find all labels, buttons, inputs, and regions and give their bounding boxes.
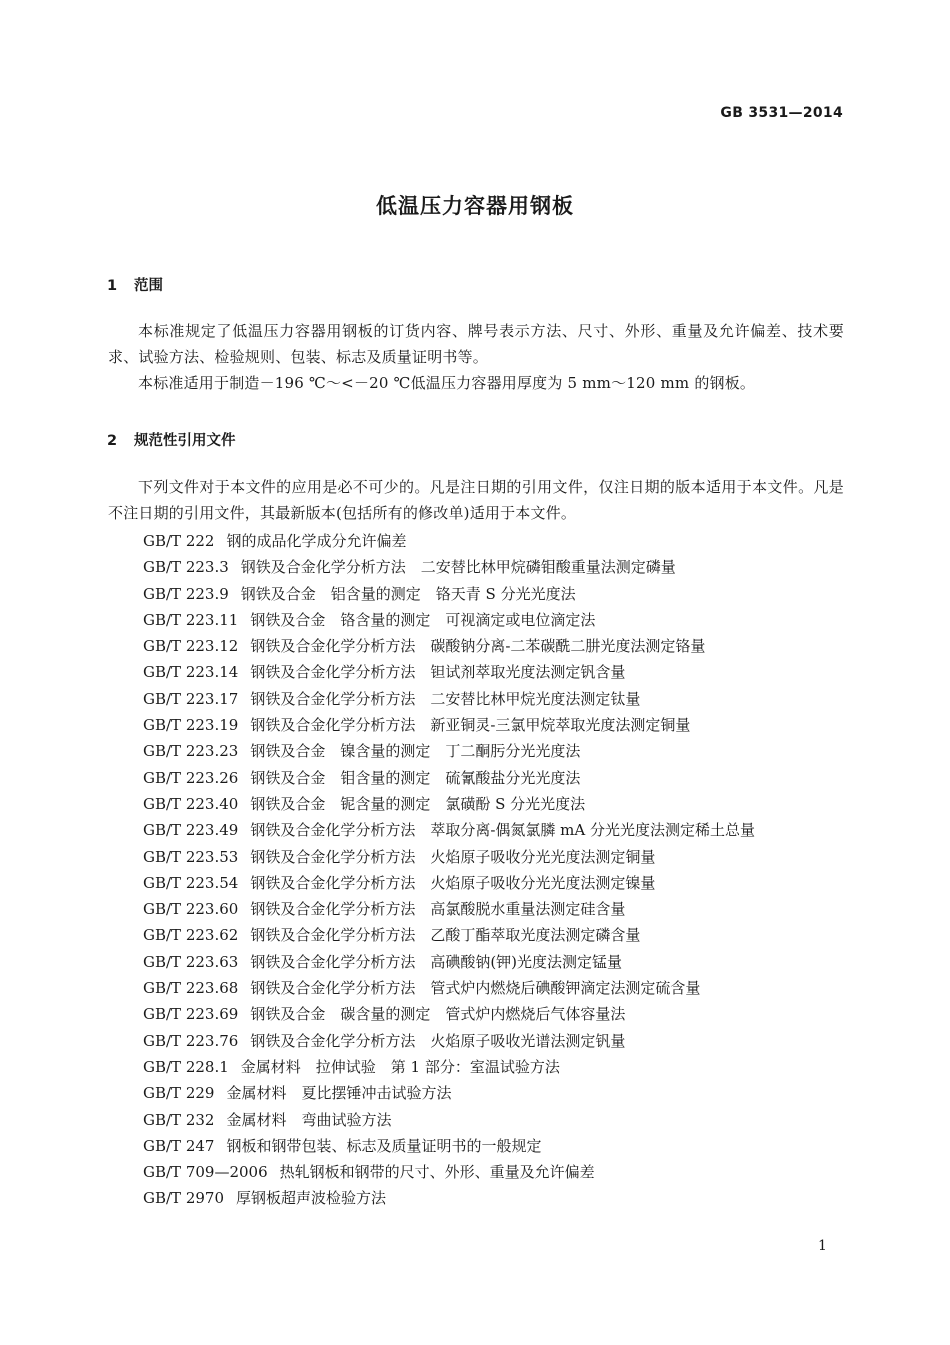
reference-item [143, 1001, 755, 1027]
reference-code: GB/T 2970 [143, 1189, 225, 1208]
reference-code: GB/T 223.9 [143, 584, 229, 603]
reference-item [143, 607, 755, 633]
reference-code: GB/T 223.17 [143, 689, 239, 708]
reference-code: GB/T 223.12 [143, 637, 239, 656]
reference-title: 钢铁及合金 镍含量的测定 丁二酮肟分光光度法 [250, 742, 581, 761]
section-heading-scope [107, 274, 163, 295]
reference-code: GB/T 223.11 [143, 610, 239, 629]
reference-title: 钢铁及合金化学分析方法 火焰原子吸收分光光度法测定镍量 [250, 873, 656, 892]
reference-code: GB/T 223.53 [143, 847, 239, 866]
reference-item [143, 949, 755, 975]
reference-code: GB/T 222 [143, 532, 215, 550]
reference-code: GB/T 223.69 [143, 1005, 239, 1024]
reference-code: GB/T 223.49 [143, 821, 239, 840]
reference-code: GB/T 228.1 [143, 1057, 229, 1076]
reference-title: 钢铁及合金 铬含量的测定 可视滴定或电位滴定法 [250, 610, 596, 629]
reference-item [143, 765, 755, 791]
reference-item [143, 738, 755, 764]
reference-title: 钢的成品化学成分允许偏差 [226, 532, 407, 550]
reference-title: 钢铁及合金化学分析方法 二安替比林甲烷磷钼酸重量法测定磷量 [240, 558, 676, 577]
reference-item [143, 1107, 755, 1133]
reference-title: 钢铁及合金化学分析方法 高氯酸脱水重量法测定硅含量 [250, 900, 626, 919]
page-number: 1 [818, 1238, 827, 1254]
reference-code: GB/T 709—2006 [143, 1163, 268, 1182]
reference-title: 钢铁及合金 铌含量的测定 氯磺酚 S 分光光度法 [250, 794, 586, 813]
reference-item [143, 1054, 755, 1080]
reference-code: GB/T 223.3 [143, 558, 229, 577]
reference-item [143, 870, 755, 896]
reference-code: GB/T 232 [143, 1110, 215, 1129]
reference-item [143, 1159, 755, 1185]
reference-code: GB/T 223.63 [143, 952, 239, 971]
reference-title: 钢铁及合金化学分析方法 高碘酸钠(钾)光度法测定锰量 [250, 952, 623, 971]
reference-item [143, 659, 755, 685]
reference-item [143, 633, 755, 659]
reference-title: 钢铁及合金化学分析方法 乙酸丁酯萃取光度法测定磷含量 [250, 926, 641, 945]
reference-title: 钢铁及合金化学分析方法 火焰原子吸收光谱法测定钒量 [250, 1031, 626, 1050]
reference-item [143, 1080, 755, 1106]
reference-title: 热轧钢板和钢带的尺寸、外形、重量及允许偏差 [279, 1163, 595, 1182]
reference-item [143, 817, 755, 843]
section-number: 2 [107, 433, 118, 449]
reference-title: 钢铁及合金化学分析方法 萃取分离-偶氮氯膦 mA 分光光度法测定稀土总量 [250, 821, 755, 840]
reference-code: GB/T 223.26 [143, 768, 239, 787]
document-title: 低温压力容器用钢板 [376, 194, 574, 218]
reference-item [143, 922, 755, 948]
reference-code: GB/T 223.14 [143, 663, 239, 682]
reference-code: GB/T 223.76 [143, 1031, 239, 1050]
reference-title: 钢铁及合金 钼含量的测定 硫氰酸盐分光光度法 [250, 768, 581, 787]
reference-title: 金属材料 拉伸试验 第 1 部分：室温试验方法 [240, 1057, 560, 1076]
section-title: 范围 [134, 278, 163, 294]
references-intro-paragraph: 下列文件对于本文件的应用是必不可少的。凡是注日期的引用文件，仅注日期的版本适用于本文件。凡是不注日期的引用文件，其最新版本(包括所有的修改单)适用于本文件。 [108, 478, 844, 522]
reference-item [143, 581, 755, 607]
reference-title: 钢铁及合金 碳含量的测定 管式炉内燃烧后气体容量法 [250, 1005, 626, 1024]
reference-item [143, 1185, 755, 1211]
section-heading-normative-references [107, 429, 236, 450]
reference-code: GB/T 247 [143, 1136, 215, 1155]
reference-item [143, 528, 755, 554]
scope-paragraph-2: 本标准适用于制造－196 ℃～<－20 ℃低温压力容器用厚度为 5 mm～120 mm 的钢板。 [138, 374, 756, 392]
reference-code: GB/T 223.40 [143, 794, 239, 813]
reference-title: 钢铁及合金化学分析方法 二安替比林甲烷光度法测定钛量 [250, 689, 641, 708]
reference-title: 钢铁及合金化学分析方法 火焰原子吸收分光光度法测定铜量 [250, 847, 656, 866]
reference-title: 钢铁及合金化学分析方法 钽试剂萃取光度法测定钒含量 [250, 663, 626, 682]
reference-title: 钢铁及合金化学分析方法 碳酸钠分离-二苯碳酰二肼光度法测定铬量 [250, 637, 706, 656]
reference-title: 钢铁及合金化学分析方法 新亚铜灵-三氯甲烷萃取光度法测定铜量 [250, 716, 691, 735]
reference-item [143, 791, 755, 817]
reference-item [143, 554, 755, 580]
reference-title: 钢板和钢带包装、标志及质量证明书的一般规定 [226, 1136, 542, 1155]
reference-code: GB/T 223.62 [143, 926, 239, 945]
reference-title: 金属材料 弯曲试验方法 [226, 1110, 392, 1129]
reference-list [143, 528, 755, 1212]
section-number: 1 [107, 278, 118, 294]
reference-item [143, 1133, 755, 1159]
scope-paragraph-1: 本标准规定了低温压力容器用钢板的订货内容、牌号表示方法、尺寸、外形、重量及允许偏差、技术要求、试验方法、检验规则、包装、标志及质量证明书等。 [108, 322, 844, 366]
section-title: 规范性引用文件 [134, 433, 236, 449]
standard-number: GB 3531—2014 [720, 105, 843, 121]
reference-item [143, 896, 755, 922]
reference-code: GB/T 223.60 [143, 900, 239, 919]
reference-item [143, 712, 755, 738]
reference-title: 金属材料 夏比摆锤冲击试验方法 [226, 1084, 452, 1103]
reference-item [143, 975, 755, 1001]
reference-code: GB/T 223.23 [143, 742, 239, 761]
reference-item [143, 844, 755, 870]
reference-item [143, 686, 755, 712]
reference-code: GB/T 223.19 [143, 716, 239, 735]
reference-title: 钢铁及合金 铝含量的测定 铬天青 S 分光光度法 [240, 584, 576, 603]
reference-title: 厚钢板超声波检验方法 [236, 1189, 387, 1208]
reference-item [143, 1028, 755, 1054]
reference-code: GB/T 223.68 [143, 979, 239, 998]
reference-code: GB/T 229 [143, 1084, 215, 1103]
reference-title: 钢铁及合金化学分析方法 管式炉内燃烧后碘酸钾滴定法测定硫含量 [250, 979, 701, 998]
reference-code: GB/T 223.54 [143, 873, 239, 892]
